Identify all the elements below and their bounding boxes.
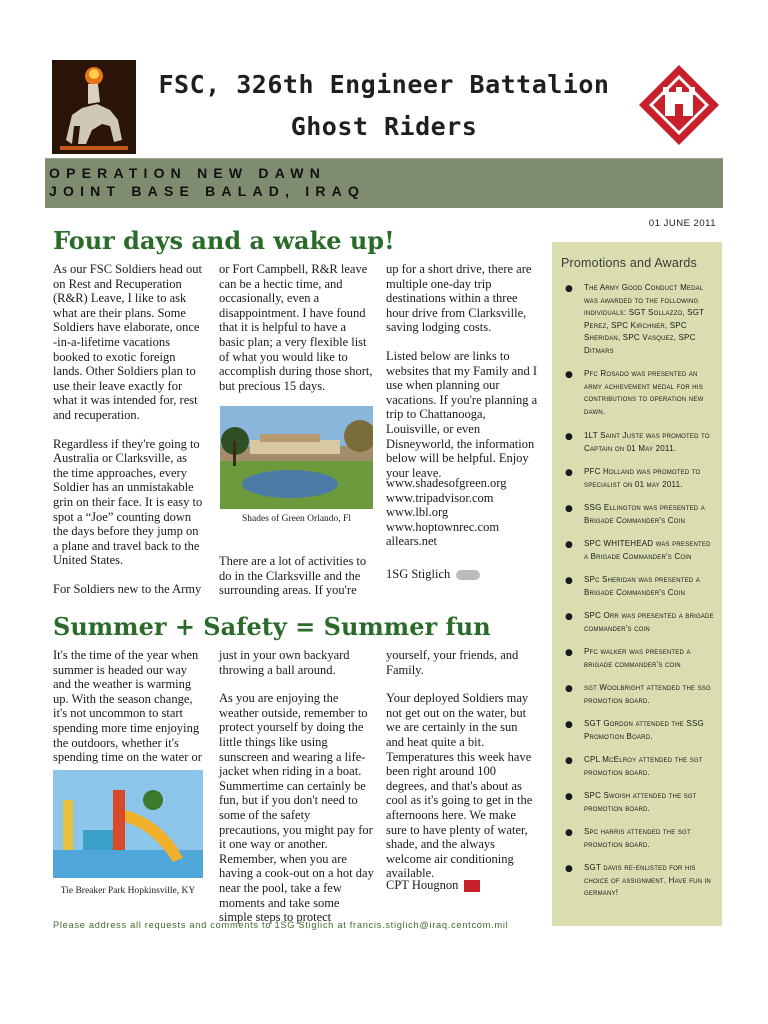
article2-signature [386,878,538,893]
banner-line1: OPERATION NEW DAWN [49,165,327,181]
article1-col3-p2: Listed below are links to websites that my Family and I use when planning our vacations. If you're planning a trip to Chattanooga, Louisville, or even Disneyworld, the information below will be helpful. Enjoy your leave. [386,348,538,480]
article2-col3-p2: Your deployed Soldiers may not get out on the water, but we are certainly in the sun and heat quite a bit. Temperatures this week have been right around 100 degrees, and that's about as cool as it's going to get in the afternoons here. We make sure to have plenty of water, shade, and the always welcome air conditioning available. [386,691,533,881]
bullet-icon: ● [565,504,573,514]
bullet-icon: ● [565,432,573,442]
article1-col3 [386,262,538,494]
article1-col1 [53,262,205,610]
sidebar-title: Promotions and Awards [561,256,697,270]
article2-col3-p1: yourself, your friends, and Family. [386,648,519,677]
article2-col1 [53,648,205,779]
article1-col2-p2: There are a lot of activities to do in the Clarksville and the surrounding areas. If you're [219,554,367,598]
bullet-icon: ● [565,540,573,550]
article1-col1-p1: As our FSC Soldiers head out on Rest and Recuperation (R&R) Leave, I like to ask what are their plans. Some Soldiers have elaborate, once -in-a-lifetime vacations booked to exotic foreign lands. Other Soldiers plan to use their leave exactly for what it was intended for, rest and recuperation. [53,262,202,422]
link-list [386,476,538,549]
newsletter-subtitle: Ghost Riders [290,112,478,141]
footer-contact: Please address all requests and comments to 1SG Stiglich at francis.stiglich@iraq.centcom.mil [53,920,509,930]
link-lbl[interactable]: www.lbl.org [386,505,449,520]
bullet-icon: ● [565,720,573,730]
article2-col2 [219,648,374,939]
shades-of-green-photo [220,406,373,509]
article1-photo-caption: Shades of Green Orlando, Fl [242,514,351,524]
bullet-icon: ● [565,864,573,874]
bullet-icon: ● [565,648,573,658]
bullet-icon: ● [565,612,573,622]
bullet-icon: ● [565,468,573,478]
bullet-icon: ● [565,576,573,586]
article1-col1-p3: For Soldiers new to the Army [53,581,202,596]
link-hoptownrec[interactable]: www.hoptownrec.com [386,519,500,534]
signature-1sg: 1SG Stiglich [386,567,451,581]
ghost-rider-mini-icon [456,570,480,580]
article1-col2-bottom [219,554,373,612]
article2-col2-p1: just in your own backyard throwing a ball around. [219,648,350,677]
newsletter-title: FSC, 326th Engineer Battalion [158,70,610,99]
tie-breaker-park-photo [53,770,203,878]
bullet-icon: ● [565,370,573,380]
article2-headline: Summer + Safety = Summer fun [53,612,491,641]
bullet-icon: ● [565,828,573,838]
bullet-icon: ● [565,792,573,802]
article1-col3-p1: up for a short drive, there are multiple one-day trip destinations within a three hour drive from Clarksville, saving lodging costs. [386,262,532,335]
article1-col2 [219,262,373,407]
link-allears[interactable]: allears.net [386,534,438,549]
article2-photo-caption: Tie Breaker Park Hopkinsville, KY [60,886,196,896]
banner [45,159,723,208]
promotions-sidebar: Promotions and Awards ● The Army Good Conduct Medal was awarded to the following individuals: SGT Sollazzo, SGT Perez, SPC Kirchner, SPC Sheridan, SPC Vasquez, SPC Ditmars ● Pfc Rosado was presented an army achievement medal for his contributions to operation new dawn. ● 1LT Saint Juste was promoted to Captain on 01 May 2011. ● PFC Holland was promoted to specialist on 01 may 2011. ● SSG Ellington was presented a Brigade Commander's Coin ● SPC WHITEHEAD was presented a Brigade Commander's Coin ● SPc Sheridan was presented a Brigade Commander's Coin ● SPC Orr was presented a brigade commander's coin ● Pfc walker was presented a brigade commander's coin ● sgt Woolbright attended the ssg promotion board. ● SGT Gordon attended the SSG Promotion Board. ● CPL McElroy attended the sgt promotion board. ● SPC Swoish attended the sgt promotion board. ● Spc harris attended the sgt promotion board. ● SGT davis re-enlisted for his choice of assignment. Have fun in germany! [552,242,722,926]
engineer-castle-mini-icon [464,880,480,892]
bullet-icon: ● [565,284,573,294]
link-shadesofgreen[interactable]: www.shadesofgreen.org [386,476,507,490]
article2-col2-p2: As you are enjoying the weather outside, remember to protect yourself by doing the little things like using sunscreen and wearing a life-jacket when riding in a boat. Summertime can certainly be fun, but if you don't need to some of the safety precautions, you might pay for it one way or another. Remember, when you are having a cook-out on a hot day near the pool, take a few moments and take some simple steps to protect [219,691,374,925]
signature-cpt: CPT Hougnon [386,878,459,892]
link-tripadvisor[interactable]: www.tripadvisor.com [386,490,494,505]
article2-col1-p1: It's the time of the year when summer is headed our way and the weather is warming up. With the season change, it's not uncommon to start spending more time enjoying the outdoors, whether it's spending time on the water or [53,648,202,765]
article1-col1-p2: Regardless if they're going to Australia or Clarksville, as the time approaches, every Soldier has an unmistakable grin on their face. It is easy to spot a “Joe” counting down the days before they jump on a plane and travel back to the United States. [53,436,203,568]
article2-col3 [386,648,538,895]
article1-headline: Four days and a wake up! [53,226,395,255]
issue-date: 01 JUNE 2011 [648,218,716,229]
article1-col2-p1: or Fort Campbell, R&R leave can be a hectic time, and occasionally, even a disappointment. I have found that it is helpful to have a basic plan; a very flexible list of what you would like to accomplish during those short, but precious 15 days. [219,262,373,393]
bullet-icon: ● [565,756,573,766]
banner-line2: JOINT BASE BALAD, IRAQ [49,183,366,199]
bullet-icon: ● [565,684,573,694]
article1-signature [386,567,538,582]
